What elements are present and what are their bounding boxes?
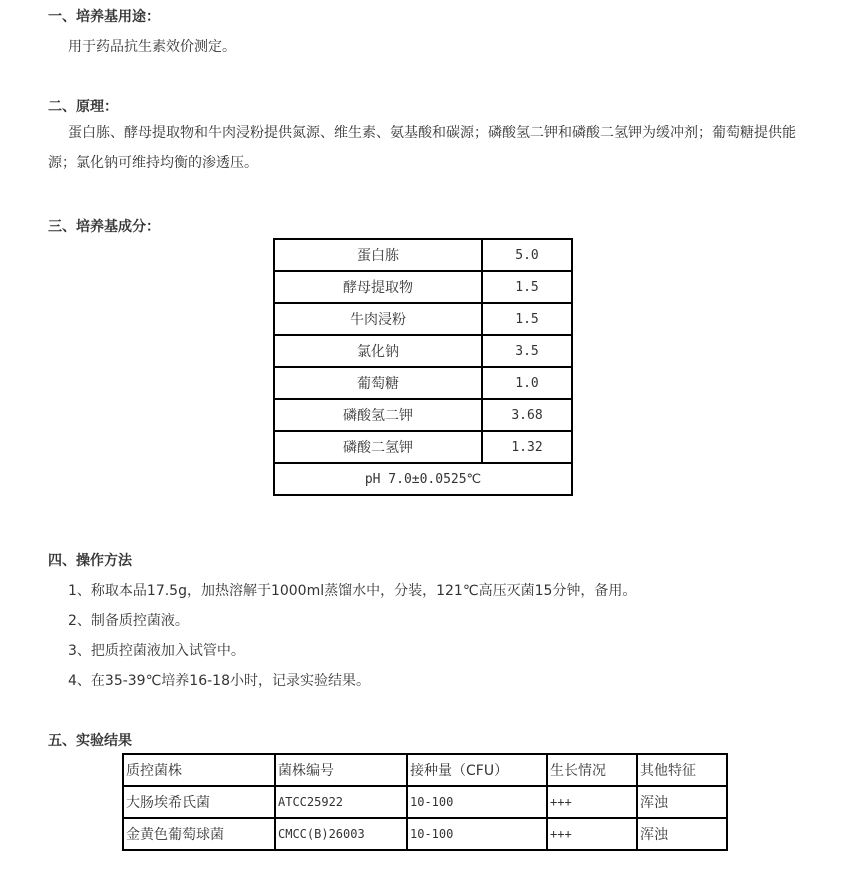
column-header: 菌株编号 [275, 754, 407, 786]
ingredient-value: 3.68 [482, 399, 572, 431]
strain-name: 大肠埃希氏菌 [123, 786, 275, 818]
other-feature: 浑浊 [637, 786, 727, 818]
table-header-row [123, 754, 727, 786]
table-row [123, 786, 727, 818]
growth: +++ [547, 818, 637, 850]
column-header: 生长情况 [547, 754, 637, 786]
table-row [274, 335, 572, 367]
table-row [274, 463, 572, 495]
table-row [274, 303, 572, 335]
section-1-heading: 一、培养基用途： [48, 9, 160, 25]
inoculum: 10-100 [407, 818, 547, 850]
section-3-heading: 三、培养基成分： [48, 219, 160, 235]
ingredient-name: 蛋白胨 [274, 239, 482, 271]
step-1: 1、称取本品17.5g，加热溶解于1000ml蒸馏水中，分装，121℃高压灭菌15分钟，备用。 [68, 583, 637, 599]
ingredient-value: 1.32 [482, 431, 572, 463]
ingredient-name: 磷酸二氢钾 [274, 431, 482, 463]
strain-id: ATCC25922 [275, 786, 407, 818]
ingredient-name: 牛肉浸粉 [274, 303, 482, 335]
growth: +++ [547, 786, 637, 818]
ingredient-value: 1.0 [482, 367, 572, 399]
section-1-text: 用于药品抗生素效价测定。 [68, 39, 236, 55]
section-2-text: 蛋白胨、酵母提取物和牛肉浸粉提供氮源、维生素、氨基酸和碳源；磷酸氢二钾和磷酸二氢钾为缓冲剂；葡萄糖提供能源；氯化钠可维持均衡的渗透压。 [48, 125, 796, 171]
ingredient-value: 1.5 [482, 303, 572, 335]
step-4: 4、在35-39℃培养16-18小时，记录实验结果。 [68, 673, 370, 689]
column-header: 其他特征 [637, 754, 727, 786]
table-row [274, 239, 572, 271]
inoculum: 10-100 [407, 786, 547, 818]
ingredient-value: 5.0 [482, 239, 572, 271]
step-3: 3、把质控菌液加入试管中。 [68, 643, 245, 659]
step-2: 2、制备质控菌液。 [68, 613, 189, 629]
section-4-heading: 四、操作方法 [48, 553, 132, 569]
column-header: 接种量（CFU） [407, 754, 547, 786]
other-feature: 浑浊 [637, 818, 727, 850]
table-row [274, 399, 572, 431]
section-5-heading: 五、实验结果 [48, 733, 132, 749]
table-row [274, 367, 572, 399]
ingredient-name: 酵母提取物 [274, 271, 482, 303]
ingredient-value: 1.5 [482, 271, 572, 303]
section-2-heading: 二、原理： [48, 99, 118, 115]
column-header: 质控菌株 [123, 754, 275, 786]
ingredient-name: 氯化钠 [274, 335, 482, 367]
table-row [274, 431, 572, 463]
strain-id: CMCC(B)26003 [275, 818, 407, 850]
composition-table [273, 238, 573, 496]
results-table [122, 753, 728, 851]
ingredient-name: 磷酸氢二钾 [274, 399, 482, 431]
table-row [123, 818, 727, 850]
ingredient-name: 葡萄糖 [274, 367, 482, 399]
strain-name: 金黄色葡萄球菌 [123, 818, 275, 850]
table-row [274, 271, 572, 303]
ingredient-value: 3.5 [482, 335, 572, 367]
ph-value: pH 7.0±0.0525℃ [274, 463, 572, 495]
